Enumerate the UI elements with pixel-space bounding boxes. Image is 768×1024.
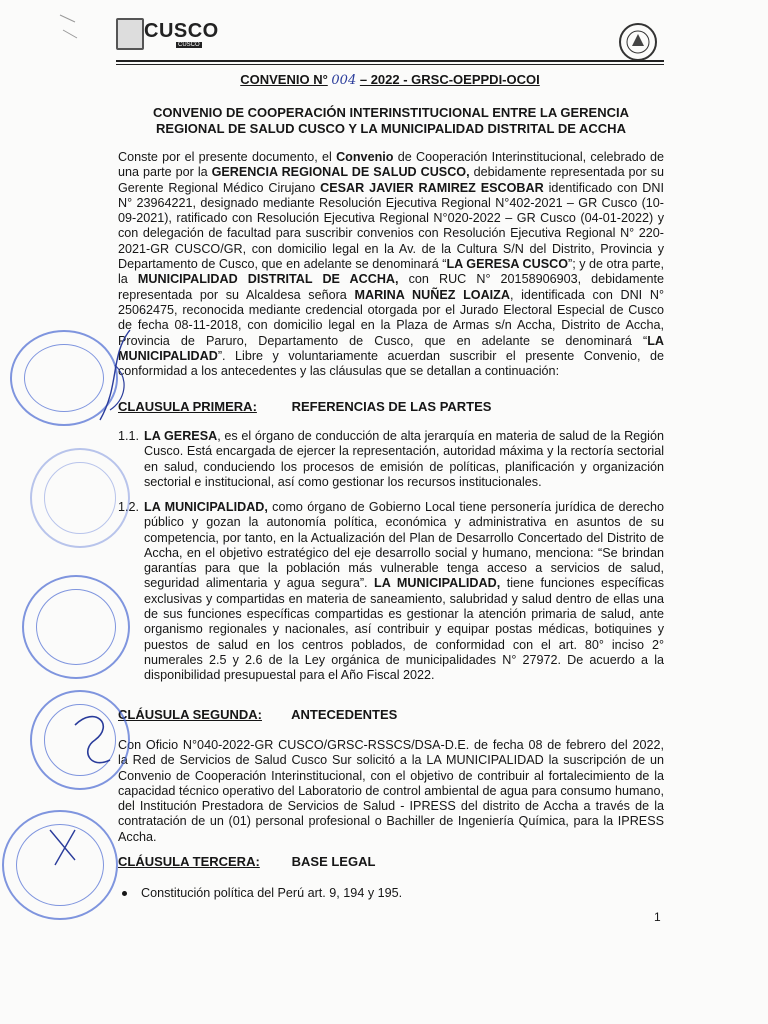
- scan-mark-icon: [55, 10, 85, 50]
- document-title: [118, 105, 664, 137]
- logo-subtext: CUSCO: [178, 42, 200, 48]
- bullet-icon: [122, 891, 127, 896]
- bullet-text: Constitución política del Perú art. 9, 194 y 195.: [141, 886, 403, 900]
- clause-1-item-1: 1.1. LA GERESA, es el órgano de conducción de alta jerarquía en materia de salud de la Región Cusco. Está encargada de ejercer la representación, autoridad máxima y la rectoría sectorial en salud, conduciendo los procesos de emisión de políticas, planificación y organización sectorial e institucional, así como gestionar los recursos institucionales.: [118, 429, 664, 489]
- legal-basis-bullet: [122, 886, 402, 900]
- header-divider: [116, 60, 664, 65]
- clause-1-subtitle: REFERENCIAS DE LAS PARTES: [291, 399, 492, 414]
- clause-3-heading: [118, 854, 664, 869]
- convenio-number: [230, 72, 550, 88]
- signature-mark-icon: [60, 325, 140, 425]
- handwritten-number: 004: [331, 73, 357, 88]
- government-emblem-icon: [116, 18, 144, 50]
- title-line-2: REGIONAL DE SALUD CUSCO Y LA MUNICIPALIDAD DISTRITAL DE ACCHA: [156, 121, 626, 136]
- clause-2-heading: [118, 707, 664, 722]
- title-line-1: CONVENIO DE COOPERACIÓN INTERINSTITUCIONAL ENTRE LA GERENCIA: [153, 105, 629, 120]
- planning-office-stamp-icon: [22, 575, 130, 679]
- clause-2-label: CLÁUSULA SEGUNDA:: [118, 707, 262, 722]
- regional-health-stamp-icon: [30, 448, 130, 548]
- convenio-prefix: CONVENIO N°: [240, 72, 328, 87]
- regional-seal-icon: [618, 22, 658, 62]
- clause-1-label: CLAUSULA PRIMERA:: [118, 399, 257, 414]
- clause-2-paragraph: Con Oficio N°040-2022-GR CUSCO/GRSC-RSSCS/DSA-D.E. de fecha 08 de febrero del 2022, la Red de Servicios de Salud Cusco Sur solicitó a la LA MUNICIPALIDAD la suscripción de un Convenio de Cooperación Interinstitucional, con el objetivo de contribuir al fortalecimiento de la capacidad técnico operativo del Laboratorio de control ambiental de agua para consumo humano, del Institución Prestadora de Servicios de Salud - IPRESS del distrito de Accha a través de la contratación de un (01) personal profesional o Bachiller de Ingeniería Química, para la IPRESS Accha.: [118, 738, 664, 844]
- item-number: 1.1.: [118, 429, 140, 443]
- page-number: 1: [654, 910, 661, 924]
- intro-paragraph: Conste por el presente documento, el Convenio de Cooperación Interinstitucional, celebrado de una parte por la GERENCIA REGIONAL DE SALUD CUSCO, debidamente representada por su Gerente Regional Médico Cirujano CESAR JAVIER RAMIREZ ESCOBAR identificado con DNI N° 23964221, designado mediante Resolución Ejecutiva Regional N°402-2021 – GR Cusco (10-09-2021), ratificado con Resolución Ejecutiva Regional N°020-2022 – GR Cusco (04-01-2022) y con delegación de facultad para suscribir convenios con Resolución Ejecutiva Regional N° 220-2021-GR CUSCO/GR, con domicilio legal en la Av. de la Cultura S/N del Distrito, Provincia y Departamento de Cusco, que en adelante se denominará “LA GERESA CUSCO”; y de otra parte, la MUNICIPALIDAD DISTRITAL DE ACCHA, con RUC N° 20158906903, debidamente representada por su Alcaldesa señora MARINA NUÑEZ LOAIZA, identificada con DNI N° 25062475, reconocida mediante credencial otorgada por el Jurado Electoral Especial de Cusco de fecha 08-11-2018, con domicilio legal en la Plaza de Armas s/n Accha, Distrito de Accha, Provincia de Paruro, Departamento de Cusco, que en adelante se denominará “LA MUNICIPALIDAD”. Libre y voluntariamente acuerdan suscribir el presente Convenio, de conformidad a los antecedentes y las cláusulas que se detallan a continuación:: [118, 150, 665, 379]
- clause-2-subtitle: ANTECEDENTES: [291, 707, 398, 722]
- initials-mark-icon: [45, 820, 85, 870]
- cusco-logo: [116, 18, 219, 50]
- clause-3-subtitle: BASE LEGAL: [291, 854, 376, 869]
- clause-1-item-2: 1.2. LA MUNICIPALIDAD, como órgano de Gobierno Local tiene personería jurídica de derecho público y gozan la autonomía política, económica y administrativa en asuntos de su competencia, por tanto, en la Actualización del Plan de Desarrollo Concertado del Distrito de Accha, en el objetivo estratégico del eje desarrollo social y humano, menciona: “Se brindan garantías para que la población más vulnerable tenga acceso a servicios de salud, seguridad alimentaria y agua segura”. LA MUNICIPALIDAD, tiene funciones específicas exclusivas y compartidas en materia de saneamiento, salubridad y salud dentro de ellas una de sus funciones específicas compartidas es gestionar la atención primaria de salud, ante organismo regionales y nacionales, así contribuir y equipar postas médicas, botiquines y puestos de salud en los centros poblados, de conformidad con el art. 80° inciso 2° numerales 2.5 y 2.6 de la Ley orgánica de municipalidades N° 27972. De acuerdo a la disponibilidad presupuestal para el Año Fiscal 2022.: [118, 500, 664, 683]
- convenio-suffix: – 2022 - GRSC-OEPPDI-OCOI: [359, 72, 540, 87]
- logo-text: CUSCO: [144, 20, 219, 42]
- item-number: 1.2.: [118, 500, 140, 514]
- initials-mark-icon: [60, 705, 120, 775]
- clause-3-label: CLÁUSULA TERCERA:: [118, 854, 260, 869]
- clause-1-heading: [118, 399, 664, 414]
